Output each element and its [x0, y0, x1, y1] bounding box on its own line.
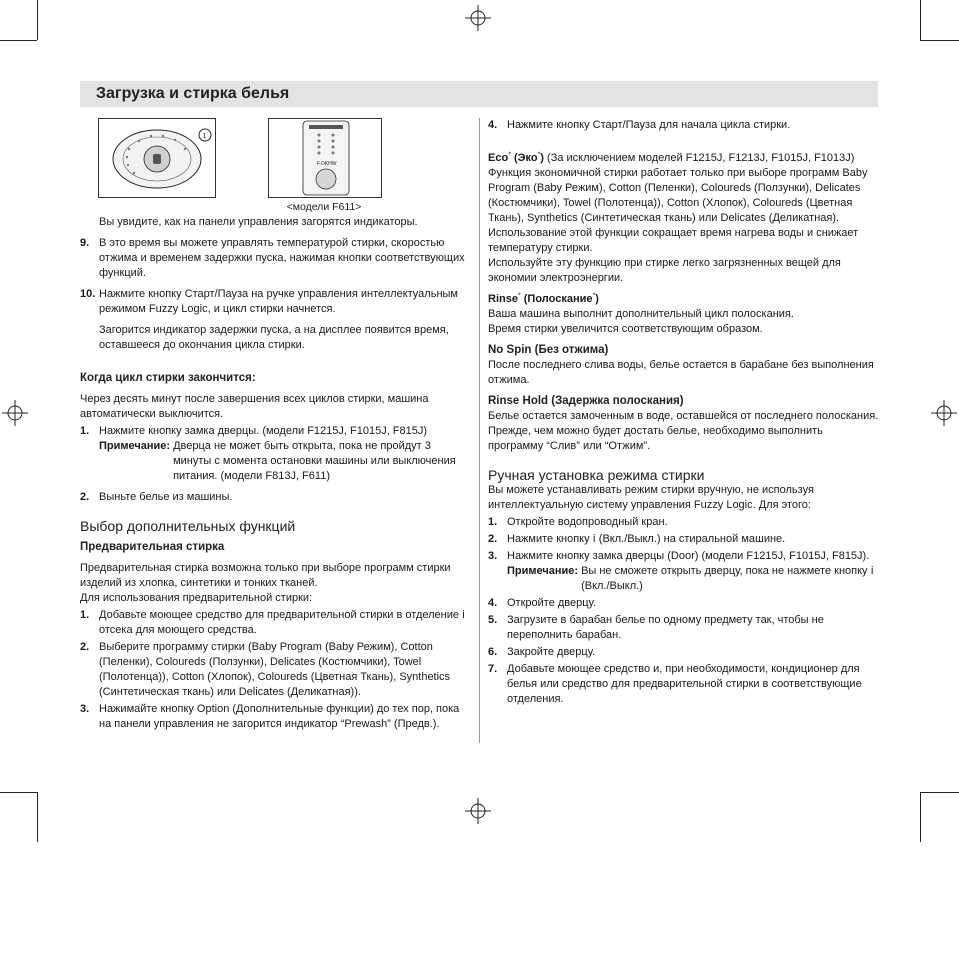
- eco-text: Использование этой функции сокращает время нагрева воды и снижает температуру стирки.: [488, 227, 859, 254]
- when-done-text: Через десять минут после завершения всех циклов стирки, машина автоматически выключится.: [80, 393, 429, 420]
- note: Примечание: Вы не сможете открыть дверцу, пока не нажмете кнопку ⅰ (Вкл./Выкл.): [507, 565, 874, 592]
- intro-text: Вы увидите, как на панели управления загорятся индикаторы.: [99, 216, 418, 228]
- crop-mark: [0, 792, 37, 793]
- list-item: 1. Откройте водопроводный кран.: [488, 516, 668, 528]
- control-panel-icon: [269, 119, 381, 197]
- figures: [98, 118, 470, 200]
- right-column: [488, 118, 880, 707]
- list-item: 7. Добавьте моющее средство и, при необходимости, кондиционер для белья или средство для предварительной стирки в соответствующие отделения.: [488, 663, 862, 705]
- crop-mark: [37, 792, 38, 842]
- crop-mark: [37, 0, 38, 40]
- list-item: 9. В это время вы можете управлять температурой стирки, скоростью отжима и временем задержки пуска, нажимая кнопки соответствующих функций.: [80, 237, 465, 279]
- manual-heading: Ручная установка режима стирки: [488, 467, 705, 483]
- page-header: [80, 81, 878, 107]
- list-item: 1. Добавьте моющее средство для предварительной стирки в отделение ⅰ отсека для моющего средства.: [80, 609, 466, 636]
- registration-mark-icon: [465, 5, 491, 31]
- svg-text:1: 1: [202, 133, 207, 140]
- note: Примечание: Дверца не может быть открыта, пока не пройдут 3 минуты с момента остановки машины или выключения питания. (модели F813J, F611): [99, 440, 456, 482]
- eco-header: Eco* (Эко*) (За исключением моделей F1215J, F1213J, F1015J, F1013J): [488, 151, 855, 164]
- crop-mark: [920, 40, 959, 41]
- list-item: 2. Выньте белье из машины.: [80, 491, 233, 503]
- list-item: 5. Загрузите в барабан белье по одному предмету так, чтобы не переполнить барабан.: [488, 614, 824, 641]
- rinse-header: Rinse* (Полоскание*): [488, 292, 599, 305]
- list-item: 6. Закройте дверцу.: [488, 646, 596, 658]
- list-item: 2. Выберите программу стирки (Baby Program (Baby Режим), Cotton (Пеленки), Coloureds (Ползунки), Delicates (Костюмчики), Towel (Полотенца)), Cotton (Хлопок), Coloureds (Цветная Ткань), Synthetics (Синтетическая ткань) или Delicates (Деликатная)).: [80, 641, 451, 698]
- rinse-text: Ваша машина выполнит дополнительный цикл полоскания.: [488, 308, 794, 320]
- page-title: Загрузка и стирка белья: [96, 85, 290, 102]
- control-panel-figure: [268, 118, 382, 198]
- prewash-for: Для использования предварительной стирки:: [80, 592, 313, 604]
- registration-mark-icon: [2, 400, 28, 426]
- list-item: 4. Откройте дверцу.: [488, 597, 597, 609]
- rinse-text: Время стирки увеличится соответствующим образом.: [488, 323, 763, 335]
- when-done-heading: Когда цикл стирки закончится:: [80, 372, 256, 384]
- registration-mark-icon: [465, 798, 491, 824]
- eco-text: Используйте эту функцию при стирке легко загрязненных вещей для экономии электроэнергии.: [488, 257, 841, 284]
- panel-label: F.OKHW: [317, 161, 337, 167]
- prewash-text: Предварительная стирка возможна только при выборе программ стирки изделий из хлопка, синтетики и тонких тканей.: [80, 562, 451, 589]
- list-item: 4. Нажмите кнопку Старт/Пауза для начала цикла стирки.: [488, 119, 791, 131]
- list-item: 10. Нажмите кнопку Старт/Пауза на ручке управления интеллектуальным режимом Fuzzy Logic, и цикл стирки начнется.: [80, 288, 458, 315]
- nospin-heading: No Spin (Без отжима): [488, 344, 609, 356]
- nospin-text: После последнего слива воды, белье остается в барабане без выполнения отжима.: [488, 359, 874, 386]
- item10-extra: Загорится индикатор задержки пуска, а на дисплее появится время, оставшееся до окончания цикла стирки.: [99, 324, 449, 351]
- list-item: 1. Нажмите кнопку замка дверцы. (модели F1215J, F1015J, F815J): [80, 425, 428, 437]
- crop-mark: [920, 792, 921, 842]
- rinsehold-text: Прежде, чем можно будет достать белье, необходимо выполнить программу “Слив” или “Отжим”.: [488, 425, 823, 452]
- rinsehold-text: Белье остается замоченным в воде, оставшейся от последнего полоскания.: [488, 410, 879, 422]
- rinsehold-heading: Rinse Hold (Задержка полоскания): [488, 395, 684, 407]
- crop-mark: [920, 0, 921, 40]
- left-column: [80, 118, 470, 732]
- list-item: 3. Нажимайте кнопку Option (Дополнительные функции) до тех пор, пока на панели управления не загорится индикатор “Prewash” (Предв.).: [80, 703, 460, 730]
- list-item: 3. Нажмите кнопку замка дверцы (Door) (модели F1215J, F1015J, F815J).: [488, 550, 870, 562]
- list-item: 2. Нажмите кнопку ⅰ (Вкл./Выкл.) на стиральной машине.: [488, 533, 786, 545]
- manual-text: Вы можете устанавливать режим стирки вручную, не используя интеллектуальную систему управления Fuzzy Logic. Для этого:: [488, 484, 814, 511]
- figure-caption: <модели F611>: [286, 201, 362, 213]
- fuzzy-dial-icon: [99, 119, 215, 197]
- options-heading: Выбор дополнительных функций: [80, 518, 296, 534]
- eco-text: Функция экономичной стирки работает только при выборе программ Baby Program (Baby Режим), Cotton (Пеленки), Coloureds (Ползунки), Delicates (Костюмчики), Towel (Полотенца)), Cotton (Хлопок), Coloureds (Цветная Ткань), Synthetics (Синтетическая ткань) или Delicates (Деликатная).: [488, 167, 868, 224]
- fuzzy-dial-figure: [98, 118, 216, 198]
- crop-mark: [920, 792, 959, 793]
- registration-mark-icon: [931, 400, 957, 426]
- crop-mark: [0, 40, 37, 41]
- prewash-heading: Предварительная стирка: [80, 541, 225, 553]
- column-divider: [479, 118, 480, 743]
